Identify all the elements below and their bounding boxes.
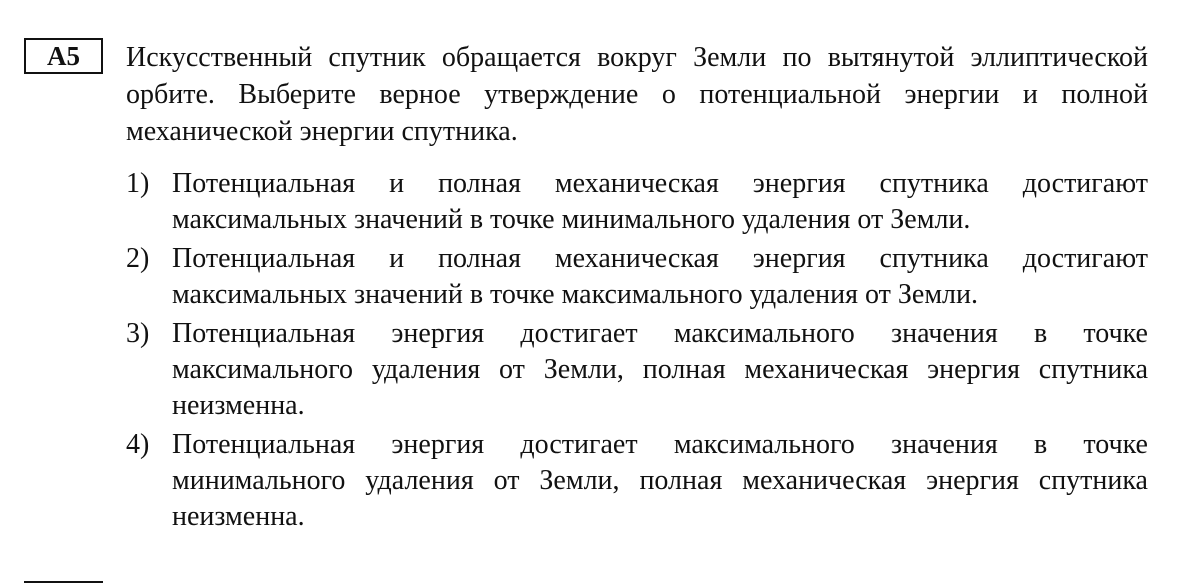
answer-option-4 xyxy=(126,427,1148,535)
task-number-label: А5 xyxy=(24,38,103,74)
answer-option-2 xyxy=(126,241,1148,313)
answer-option-number: 1) xyxy=(126,168,150,199)
answer-option-3 xyxy=(126,316,1148,424)
question-text: Искусственный спутник обращается вокруг Земли по вытянутой эллиптической орбите. Выберите верное утверждение о потенциальной энергии и полной механической энергии спутника. xyxy=(126,42,1148,147)
answer-option-text: Потенциальная и полная механическая энергия спутника достигают максимальных значений в точке минимального удаления от Земли. xyxy=(172,168,1148,235)
answer-option-1 xyxy=(126,166,1148,238)
answer-option-text: Потенциальная и полная механическая энергия спутника достигают максимальных значений в точке максимального удаления от Земли. xyxy=(172,243,1148,310)
answer-option-text: Потенциальная энергия достигает максимального значения в точке минимального удаления от Земли, полная механическая энергия спутника неизменна. xyxy=(172,429,1148,532)
answer-option-number: 4) xyxy=(126,429,150,460)
answer-option-number: 3) xyxy=(126,318,150,349)
answer-options-list xyxy=(126,166,1148,538)
answer-option-text: Потенциальная энергия достигает максимального значения в точке максимального удаления от Земли, полная механическая энергия спутника неизменна. xyxy=(172,318,1148,421)
answer-option-number: 2) xyxy=(126,243,150,274)
